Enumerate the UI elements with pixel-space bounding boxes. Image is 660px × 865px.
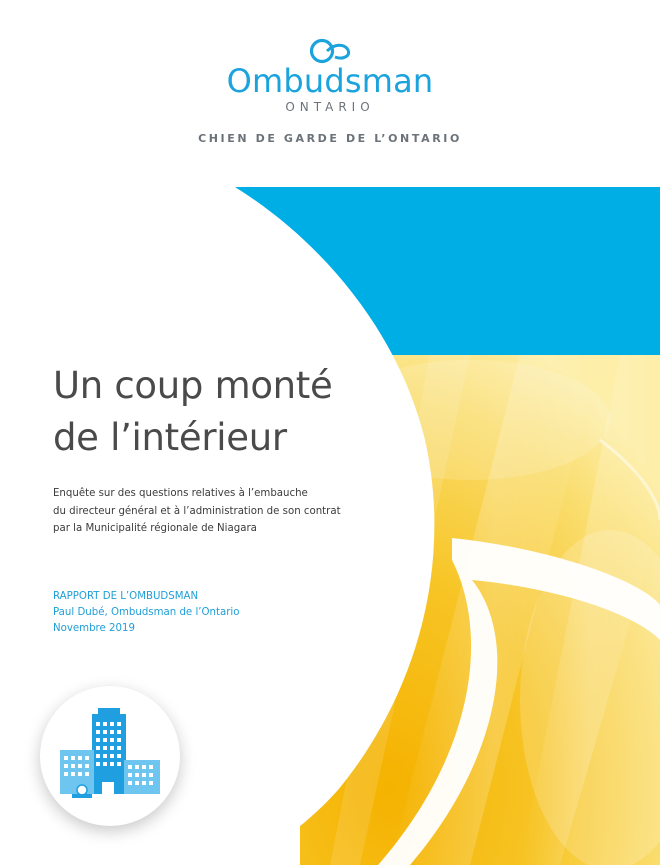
- logo-wordmark: Ombudsman: [226, 62, 434, 100]
- report-title: [53, 360, 433, 464]
- report-author: Paul Dubé, Ombudsman de l’Ontario: [53, 607, 240, 618]
- tagline: CHIEN DE GARDE DE L’ONTARIO: [198, 132, 462, 145]
- report-info: [53, 589, 353, 637]
- title-line-2: de l’intérieur: [53, 416, 287, 459]
- building-emblem: [40, 686, 180, 826]
- subtitle-line-3: par la Municipalité régionale de Niagara: [53, 523, 257, 534]
- subtitle-line-2: du directeur général et à l’administration de son contrat: [53, 505, 341, 517]
- report-subtitle: [53, 485, 393, 538]
- subtitle-line-1: Enquête sur des questions relatives à l’embauche: [53, 488, 308, 499]
- building-icon: [58, 708, 162, 804]
- report-date: Novembre 2019: [53, 623, 135, 634]
- logo-subtitle: ONTARIO: [285, 100, 375, 114]
- title-line-1: Un coup monté: [53, 364, 333, 407]
- report-type: RAPPORT DE L’OMBUDSMAN: [53, 591, 199, 602]
